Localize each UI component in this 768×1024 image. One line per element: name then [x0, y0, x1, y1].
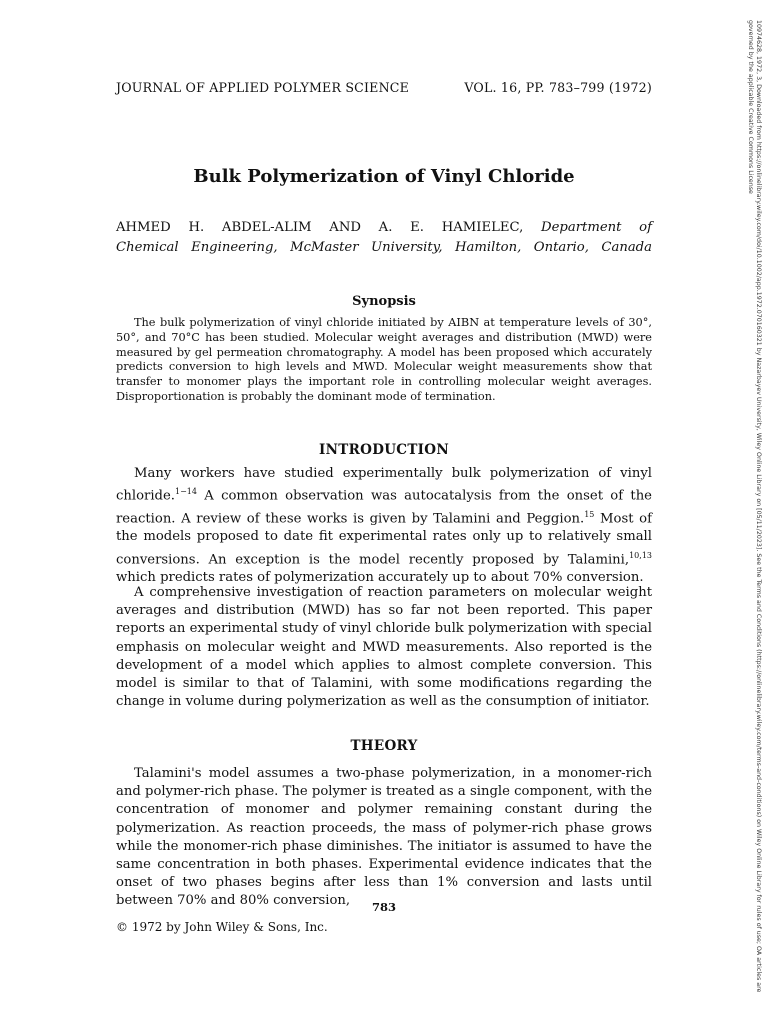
introduction-paragraph-2: A comprehensive investigation of reaction parameters on molecular weight averages and distribution (MWD) has so far not been reported. This paper reports an experimental study of vinyl chloride bulk polymerization with special emphasis on molecular weight and MWD measurements. Also reported is the development of a model which applies to almost complete conversion. This model is similar to that of Talamini, with some modifications regarding the change in volume during polymerization as well as the consumption of initiator. — [116, 585, 653, 710]
introduction-heading: INTRODUCTION — [319, 442, 449, 458]
page-number: 783 — [371, 900, 396, 914]
article-title: Bulk Polymerization of Vinyl Chloride — [193, 166, 575, 187]
download-watermark: 10974628, 1972, 3, Downloaded from https://onlinelibrary.wiley.com/doi/10.1002/app.1972.070160321 by Nazarbayev University, Wiley Online Library on [05/11/2023]. See the Terms and Conditions (https://onlinelibrary.wiley.com/terms-and-conditions) on Wiley Online Library for rules of use; OA articles are governed by the applicable Creative Commons License — [747, 20, 762, 993]
citation-ref: 1−14 — [175, 487, 197, 497]
theory-heading: THEORY — [350, 738, 418, 754]
affiliation-part-1: Department of — [541, 220, 653, 235]
running-head — [116, 80, 652, 95]
synopsis-heading: Synopsis — [352, 294, 416, 309]
intro-text-b: A common observation was autocatalysis from the onset of the reaction. A review of these works is given by Talamini and Peggion. — [116, 488, 652, 527]
citation-ref: 10,13 — [629, 550, 652, 560]
synopsis-text: The bulk polymerization of vinyl chloride initiated by AIBN at temperature levels of 30°, 50°, and 70°C has been studied. Molecular weight averages and distribution (MWD) were measured by gel permeation chromatography. A model has been proposed which accurately predicts conversion to high levels and MWD. Molecular weight measurements show that transfer to monomer plays the important role in controlling molecular weight averages. Disproportionation is probably the dominant mode of termination. — [116, 316, 652, 403]
intro-text-d: which predicts rates of polymerization accurately up to about 70% conversion. — [116, 570, 644, 586]
theory-paragraph-1: Talamini's model assumes a two-phase polymerization, in a monomer-rich and polymer-rich phase. The polymer is treated as a single component, with the concentration of monomer and polymer remaining constant during the polymerization. As reaction proceeds, the mass of polymer-rich phase grows while the monomer-rich phase diminishes. The initiator is assumed to have the same concentration in both phases. Experimental evidence indicates that the onset of two phases begins after less than 1% conversion and lasts until between 70% and 80% conversion, — [116, 766, 652, 909]
intro-text-a: Many workers have studied experimentally bulk polymerization of vinyl chloride. — [116, 466, 652, 504]
journal-name: JOURNAL OF APPLIED POLYMER SCIENCE — [116, 80, 410, 95]
author-names: AHMED H. ABDEL-ALIM AND A. E. HAMIELEC, — [116, 220, 524, 235]
copyright-notice: © 1972 by John Wiley & Sons, Inc. — [116, 920, 328, 934]
introduction-paragraph-1 — [116, 465, 652, 587]
author-block — [116, 218, 652, 258]
affiliation-part-2: Chemical Engineering, McMaster University, Hamilton, Ontario, Canada — [116, 240, 652, 255]
citation-ref: 15 — [584, 509, 595, 519]
volume-info: VOL. 16, PP. 783–799 (1972) — [464, 80, 652, 95]
intro-text-c: Most of the models proposed to date fit experimental rates only up to relatively small conversions. An exception is the model recently proposed by Talamini, — [116, 511, 652, 567]
